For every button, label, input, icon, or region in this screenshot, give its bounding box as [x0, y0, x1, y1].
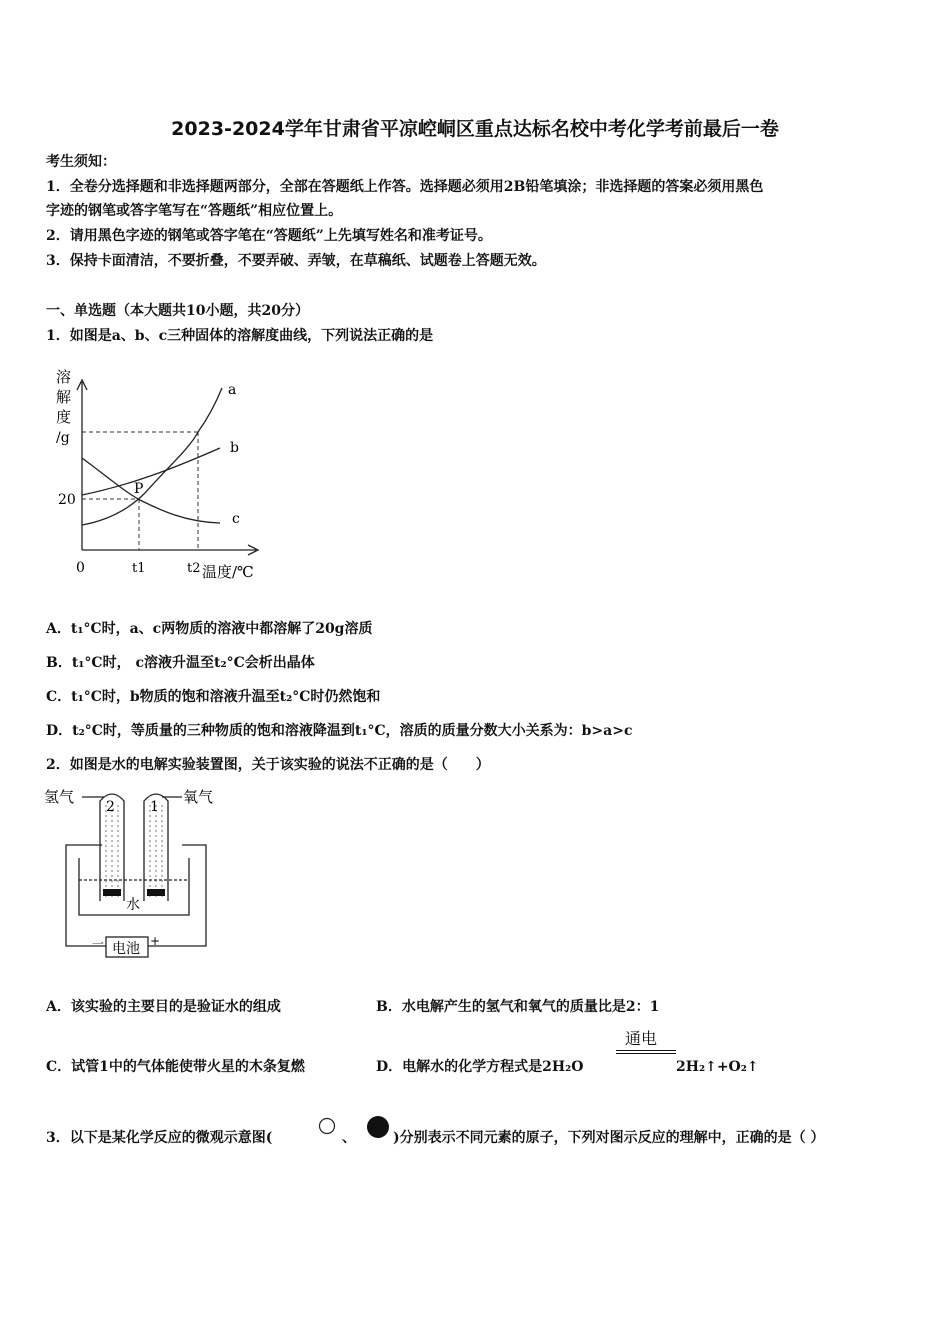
q2-option-d: D．电解水的化学方程式是2H₂O	[376, 1059, 584, 1075]
notice-line-3: 3．保持卡面清洁，不要折叠，不要弄破、弄皱，在草稿纸、试题卷上答题无效。	[46, 253, 546, 269]
reaction-products: 2H₂↑+O₂↑	[676, 1059, 759, 1075]
oxygen-label: 氧气	[183, 788, 214, 806]
point-p-label: P	[134, 481, 144, 497]
notice-line-1b: 字迹的钢笔或答字笔写在“答题纸”相应位置上。	[46, 203, 343, 219]
q2-option-c: C．试管1中的气体能使带火星的木条复燃	[46, 1059, 305, 1075]
section-heading: 一、单选题（本大题共10小题，共20分）	[46, 303, 309, 319]
q2-stem: 2．如图是水的电解实验装置图，关于该实验的说法不正确的是（ ）	[46, 757, 490, 773]
page-title: 2023-2024学年甘肃省平凉崆峒区重点达标名校中考化学考前最后一卷	[171, 118, 779, 140]
minus-sign: 一	[92, 937, 105, 951]
reaction-arrow-line	[616, 1050, 676, 1054]
electrode-right	[147, 889, 165, 896]
reaction-condition: 通电	[625, 1029, 658, 1048]
x-tick-0: 0	[76, 560, 85, 576]
electrode-left	[103, 889, 121, 896]
y-label-3: 度	[56, 408, 72, 426]
white-atom-icon	[317, 1116, 337, 1136]
x-axis-label: 温度/℃	[202, 563, 254, 581]
y-label-4: /g	[56, 430, 70, 446]
curve-c-label: c	[232, 511, 240, 527]
x-tick-t1: t1	[132, 561, 146, 576]
x-tick-t2: t2	[187, 561, 201, 576]
y-tick-20: 20	[58, 492, 76, 508]
notice-line-1a: 1．全卷分选择题和非选择题两部分，全部在答题纸上作答。选择题必须用2B铅笔填涂；非选择题的答案必须用黑色	[46, 179, 764, 195]
q2-option-a: A．该实验的主要目的是验证水的组成	[46, 999, 281, 1015]
black-atom-icon	[365, 1114, 391, 1140]
q1-stem: 1．如图是a、b、c三种固体的溶解度曲线，下列说法正确的是	[46, 328, 434, 344]
plus-sign: +	[150, 934, 161, 948]
q1-option-a: A．t₁°C时，a、c两物质的溶液中都溶解了20g溶质	[46, 621, 373, 637]
curve-b	[82, 448, 220, 495]
q3-stem-part-b: )分别表示不同元素的原子，下列对图示反应的理解中，正确的是（ ）	[393, 1130, 825, 1146]
tube-2-label: 2	[106, 799, 115, 815]
battery-label: 电池	[112, 941, 140, 957]
q1-option-c: C．t₁°C时，b物质的饱和溶液升温至t₂°C时仍然饱和	[46, 689, 381, 705]
notice-line-2: 2．请用黑色字迹的钢笔或答字笔在“答题纸”上先填写姓名和准考证号。	[46, 228, 492, 244]
curve-a-label: a	[228, 382, 237, 398]
q2-option-b: B．水电解产生的氢气和氧气的质量比是2：1	[376, 999, 660, 1015]
y-label-1: 溶	[56, 368, 72, 386]
water-label: 水	[126, 897, 140, 913]
q3-stem-separator: 、	[342, 1130, 356, 1146]
electrolysis-apparatus	[44, 783, 234, 968]
hydrogen-label: 氢气	[44, 788, 75, 806]
q1-option-d: D．t₂°C时，等质量的三种物质的饱和溶液降温到t₁°C，溶质的质量分数大小关系为：b>a>c	[46, 723, 633, 739]
y-label-2: 解	[56, 388, 72, 406]
q3-stem-part-a: 3．以下是某化学反应的微观示意图(	[46, 1130, 273, 1146]
solubility-chart	[50, 360, 280, 585]
q1-option-b: B．t₁°C时， c溶液升温至t₂°C会析出晶体	[46, 655, 315, 671]
tube-1-label: 1	[150, 799, 159, 815]
curve-b-label: b	[230, 440, 239, 456]
notice-heading: 考生须知：	[46, 154, 116, 170]
